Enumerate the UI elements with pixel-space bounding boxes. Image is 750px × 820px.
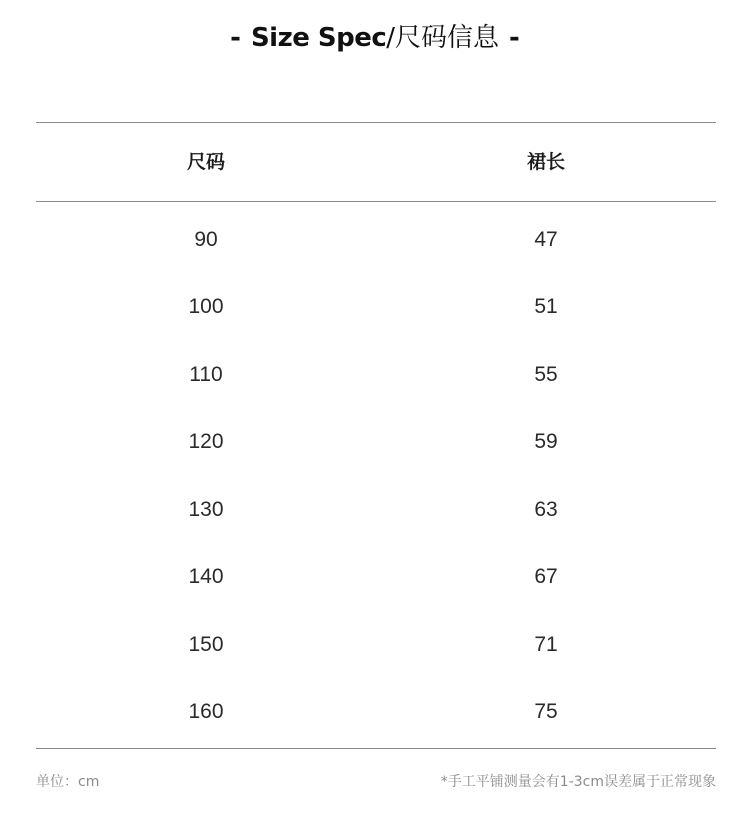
measurement-disclaimer: *手工平铺测量会有1-3cm误差属于正常现象 bbox=[440, 774, 716, 790]
length-cell: 51 bbox=[534, 295, 558, 318]
unit-note: 单位：cm bbox=[36, 774, 100, 790]
length-cell: 55 bbox=[534, 363, 558, 386]
title-chinese: /尺码信息 bbox=[386, 23, 500, 53]
page-title bbox=[0, 18, 750, 58]
table-row bbox=[36, 472, 716, 539]
table-row bbox=[36, 539, 716, 606]
table-body bbox=[36, 202, 716, 748]
size-cell: 140 bbox=[188, 565, 224, 588]
length-cell: 59 bbox=[534, 430, 558, 453]
table-row bbox=[36, 337, 716, 404]
size-cell: 130 bbox=[188, 498, 224, 521]
table-row bbox=[36, 674, 716, 741]
size-cell: 150 bbox=[188, 633, 224, 656]
size-cell: 100 bbox=[188, 295, 224, 318]
header-skirt-length: 裙长 bbox=[526, 151, 565, 173]
table-row bbox=[36, 202, 716, 269]
title-dash-left: - bbox=[230, 23, 241, 53]
size-cell: 120 bbox=[188, 430, 224, 453]
length-cell: 71 bbox=[534, 633, 558, 656]
size-cell: 160 bbox=[188, 700, 224, 723]
title-dash-right: - bbox=[509, 23, 520, 53]
title-english: Size Spec bbox=[250, 23, 387, 53]
size-cell: 110 bbox=[189, 363, 223, 386]
table-row bbox=[36, 404, 716, 471]
length-cell: 47 bbox=[534, 228, 558, 251]
length-cell: 63 bbox=[534, 498, 558, 521]
size-cell: 90 bbox=[194, 228, 218, 251]
length-cell: 75 bbox=[534, 700, 558, 723]
header-size: 尺码 bbox=[186, 151, 225, 173]
length-cell: 67 bbox=[534, 565, 558, 588]
table-row bbox=[36, 269, 716, 336]
table-row bbox=[36, 607, 716, 674]
table-bottom-rule bbox=[36, 748, 716, 749]
table-header-row bbox=[36, 123, 716, 201]
